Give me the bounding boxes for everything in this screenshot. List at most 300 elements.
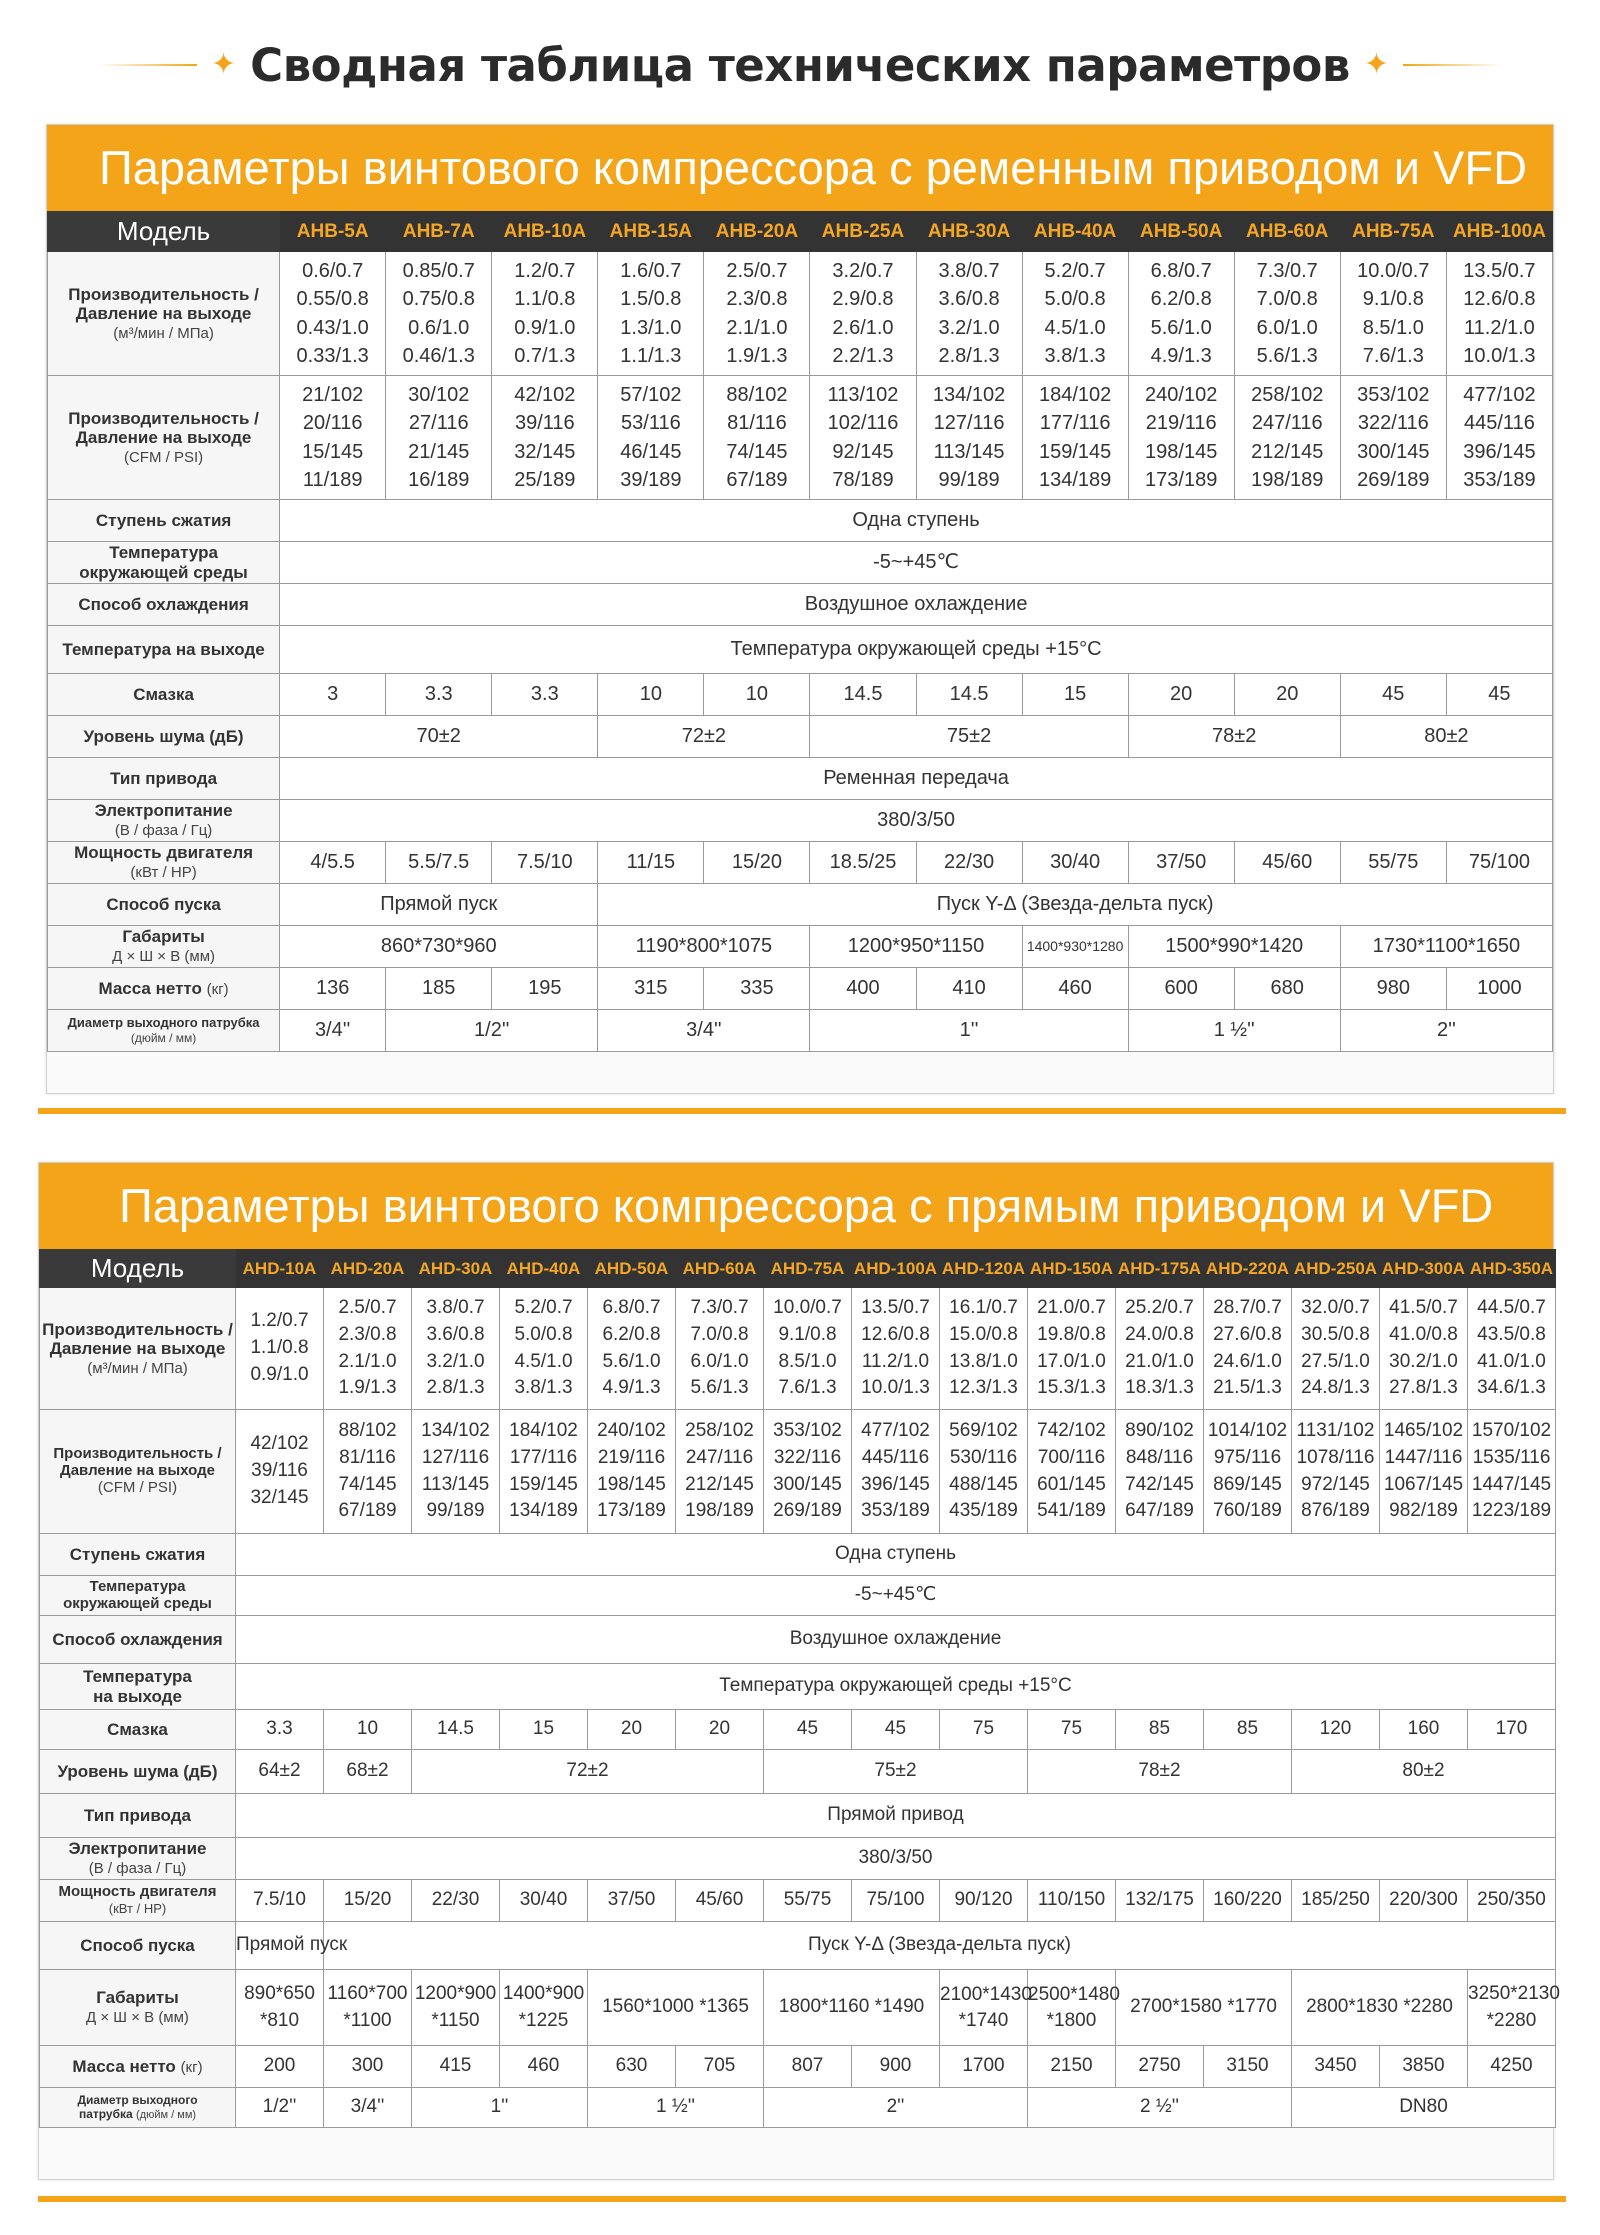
value-line: 32/145 <box>514 440 576 463</box>
mass-cell: 3150 <box>1204 2046 1292 2088</box>
value-line: 269/189 <box>773 1500 842 1522</box>
capacity-imperial-cell <box>676 1410 764 1534</box>
pipe-cell: 1'' <box>810 1010 1128 1052</box>
capacity-metric-row <box>40 1288 1556 1410</box>
mass-cell: 335 <box>704 968 810 1010</box>
value-line: 4.5/1.0 <box>1044 316 1106 339</box>
motor-cell: 22/30 <box>916 842 1022 884</box>
value-line: 134/102 <box>932 383 1006 406</box>
motor-cell: 55/75 <box>1340 842 1446 884</box>
row-label: Способ охлаждения <box>48 584 280 626</box>
capacity-metric-cell <box>1468 1288 1556 1410</box>
value-line: 74/145 <box>338 1473 397 1495</box>
value-line: 5.6/1.3 <box>690 1377 749 1399</box>
value-line: 1.9/1.3 <box>726 344 788 367</box>
direct-panel-banner: Параметры винтового компрессора с прямым приводом и VFD <box>39 1163 1553 1249</box>
value-line: 258/102 <box>685 1419 754 1441</box>
value-line: 42/102 <box>514 383 576 406</box>
row-label: Уровень шума (дБ) <box>48 716 280 758</box>
value-line: 10.0/0.7 <box>1357 259 1430 282</box>
model-name: AHD-75A <box>764 1250 852 1288</box>
dims-cell: 1730*1100*1650 <box>1340 926 1552 968</box>
capacity-metric-cell <box>386 252 492 376</box>
noise-cell: 70±2 <box>280 716 598 758</box>
capacity-metric-cell <box>916 252 1022 376</box>
value-line: 13.5/0.7 <box>861 1296 930 1318</box>
value-line: 5.6/1.0 <box>1150 316 1212 339</box>
dims-cell: 1200*950*1150 <box>810 926 1022 968</box>
value-line: 12.6/0.8 <box>861 1323 930 1345</box>
value-line: 0.9/1.0 <box>514 316 576 339</box>
value-line: 177/116 <box>509 1446 578 1468</box>
value-line: 445/116 <box>1464 412 1535 435</box>
model-name: AHB-5A <box>280 212 386 252</box>
value-line: 15/145 <box>302 440 364 463</box>
value-line: 1570/102 <box>1471 1419 1552 1441</box>
mass-cell: 900 <box>852 2046 940 2088</box>
value-line: 1078/116 <box>1296 1446 1375 1468</box>
value-line: 0.6/1.0 <box>408 316 470 339</box>
start-cell: Прямой пуск <box>236 1922 324 1970</box>
value-line: 2.5/0.7 <box>338 1296 397 1318</box>
model-name: AHD-220A <box>1204 1250 1292 1288</box>
lube-cell: 3.3 <box>492 674 598 716</box>
lube-cell: 160 <box>1380 1710 1468 1750</box>
motor-cell: 15/20 <box>324 1880 412 1922</box>
model-name: AHB-100A <box>1446 212 1552 252</box>
value-line: 34.6/1.3 <box>1477 1377 1546 1399</box>
power-value: 380/3/50 <box>280 800 1553 842</box>
value-line: 6.8/0.7 <box>602 1296 661 1318</box>
motor-cell: 30/40 <box>500 1880 588 1922</box>
value-line: 127/116 <box>933 412 1005 435</box>
model-name: AHB-7A <box>386 212 492 252</box>
capacity-imperial-cell <box>810 376 916 500</box>
mass-cell: 1700 <box>940 2046 1028 2088</box>
belt-drive-panel <box>46 124 1554 1094</box>
capacity-metric-row <box>48 252 1553 376</box>
value-line: 1535/116 <box>1472 1446 1551 1468</box>
model-name: AHD-60A <box>676 1250 764 1288</box>
value-line: 198/145 <box>1145 440 1218 463</box>
dims-cell: 1800*1160 *1490 <box>764 1970 940 2046</box>
capacity-imperial-cell <box>940 1410 1028 1534</box>
value-line: 1.2/0.7 <box>514 259 576 282</box>
capacity-metric-cell <box>1446 252 1552 376</box>
value-line: 445/116 <box>861 1446 930 1468</box>
value-line: 5.0/0.8 <box>1044 288 1106 311</box>
value-line: 219/116 <box>597 1446 666 1468</box>
value-line: 27.8/1.3 <box>1389 1377 1458 1399</box>
value-line: 21/102 <box>302 383 364 406</box>
value-line: 3.6/0.8 <box>426 1323 485 1345</box>
value-line: 21/145 <box>408 440 470 463</box>
mass-cell: 3850 <box>1380 2046 1468 2088</box>
value-line: 477/102 <box>1463 383 1536 406</box>
capacity-imperial-row <box>40 1410 1556 1534</box>
value-line: 198/189 <box>1251 468 1324 491</box>
value-line: 42/102 <box>250 1433 309 1455</box>
value-line: 0.43/1.0 <box>296 316 369 339</box>
row-label: Диаметр выходного патрубка (дюйм / мм) <box>48 1010 280 1052</box>
capacity-metric-cell <box>1022 252 1128 376</box>
panel-underline <box>38 1108 1566 1114</box>
value-line: 760/189 <box>1213 1500 1282 1522</box>
value-line: 647/189 <box>1125 1500 1194 1522</box>
start-cell: Прямой пуск <box>280 884 598 926</box>
value-line: 3.8/0.7 <box>938 259 1000 282</box>
stage-row <box>48 500 1553 542</box>
model-name: AHB-30A <box>916 212 1022 252</box>
noise-cell: 75±2 <box>810 716 1128 758</box>
belt-spec-table <box>47 211 1553 1052</box>
value-line: 12.6/0.8 <box>1463 288 1536 311</box>
value-line: 3.2/1.0 <box>426 1350 485 1372</box>
value-line: 601/145 <box>1037 1473 1106 1495</box>
value-line: 41.0/1.0 <box>1477 1350 1546 1372</box>
value-line: 2.3/0.8 <box>338 1323 397 1345</box>
pipe-cell: 1/2'' <box>236 2088 324 2128</box>
value-line: 30/102 <box>408 383 470 406</box>
value-line: 88/102 <box>726 383 788 406</box>
value-line: 10.0/1.3 <box>861 1377 930 1399</box>
model-name: AHB-20A <box>704 212 810 252</box>
motor-cell: 75/100 <box>852 1880 940 1922</box>
value-line: 240/102 <box>597 1419 666 1441</box>
value-line: 21.0/1.0 <box>1125 1350 1194 1372</box>
lube-cell: 10 <box>704 674 810 716</box>
model-name: AHD-350A <box>1468 1250 1556 1288</box>
mass-cell: 1000 <box>1446 968 1552 1010</box>
value-line: 6.2/0.8 <box>602 1323 661 1345</box>
value-line: 24.6/1.0 <box>1213 1350 1282 1372</box>
motor-cell: 18.5/25 <box>810 842 916 884</box>
value-line: 3.6/0.8 <box>938 288 1000 311</box>
value-line: 4.9/1.3 <box>1150 344 1212 367</box>
model-name: AHD-50A <box>588 1250 676 1288</box>
lube-cell: 45 <box>764 1710 852 1750</box>
value-line: 25.2/0.7 <box>1125 1296 1194 1318</box>
capacity-metric-cell <box>810 252 916 376</box>
value-line: 39/116 <box>514 412 575 435</box>
motor-cell: 132/175 <box>1116 1880 1204 1922</box>
page-title: Сводная таблица технических параметров <box>250 38 1350 92</box>
value-line: 247/116 <box>685 1446 754 1468</box>
value-line: 7.3/0.7 <box>690 1296 749 1318</box>
value-line: 569/102 <box>949 1419 1018 1441</box>
dims-cell: 1560*1000 *1365 <box>588 1970 764 2046</box>
model-name: AHB-60A <box>1234 212 1340 252</box>
value-line: 219/116 <box>1145 412 1217 435</box>
lube-cell: 20 <box>1234 674 1340 716</box>
start-row <box>48 884 1553 926</box>
capacity-metric-cell <box>1292 1288 1380 1410</box>
model-name: AHB-40A <box>1022 212 1128 252</box>
value-line: 6.8/0.7 <box>1150 259 1212 282</box>
capacity-imperial-cell <box>1128 376 1234 500</box>
lube-row <box>40 1710 1556 1750</box>
value-line: 32.0/0.7 <box>1301 1296 1370 1318</box>
value-line: 20/116 <box>302 412 363 435</box>
value-line: 21.5/1.3 <box>1213 1377 1282 1399</box>
model-label: Модель <box>40 1250 236 1288</box>
mass-cell: 315 <box>598 968 704 1010</box>
power-row <box>48 800 1553 842</box>
mass-cell: 630 <box>588 2046 676 2088</box>
value-line: 435/189 <box>949 1500 1018 1522</box>
value-line: 24.0/0.8 <box>1125 1323 1194 1345</box>
model-name: AHD-100A <box>852 1250 940 1288</box>
value-line: 3.8/0.7 <box>426 1296 485 1318</box>
capacity-metric-cell <box>940 1288 1028 1410</box>
value-line: 9.1/0.8 <box>778 1323 837 1345</box>
value-line: 1.1/0.8 <box>250 1337 309 1359</box>
value-line: 300/145 <box>773 1473 842 1495</box>
value-line: 0.75/0.8 <box>402 288 475 311</box>
lube-cell: 85 <box>1116 1710 1204 1750</box>
motor-cell: 5.5/7.5 <box>386 842 492 884</box>
lube-cell: 20 <box>588 1710 676 1750</box>
capacity-metric-cell <box>324 1288 412 1410</box>
row-label: Уровень шума (дБ) <box>40 1750 236 1794</box>
mass-cell: 3450 <box>1292 2046 1380 2088</box>
value-line: 92/145 <box>832 440 894 463</box>
mass-cell: 980 <box>1340 968 1446 1010</box>
motor-cell: 55/75 <box>764 1880 852 1922</box>
value-line: 99/189 <box>426 1500 485 1522</box>
dims-cell: 3250*2130 *2280 <box>1468 1970 1556 2046</box>
value-line: 1.3/1.0 <box>620 316 682 339</box>
page-header <box>0 30 1600 100</box>
model-name: AHD-30A <box>412 1250 500 1288</box>
value-line: 12.3/1.3 <box>949 1377 1018 1399</box>
value-line: 869/145 <box>1213 1473 1282 1495</box>
model-name: AHD-40A <box>500 1250 588 1288</box>
model-name: AHB-75A <box>1340 212 1446 252</box>
motor-cell: 22/30 <box>412 1880 500 1922</box>
dims-cell: 2800*1830 *2280 <box>1292 1970 1468 2046</box>
value-line: 17.0/1.0 <box>1037 1350 1106 1372</box>
noise-cell: 72±2 <box>412 1750 764 1794</box>
value-line: 134/102 <box>421 1419 490 1441</box>
motor-cell: 90/120 <box>940 1880 1028 1922</box>
star-icon: ✦ <box>1363 48 1389 81</box>
pipe-row <box>40 2088 1556 2128</box>
noise-cell: 72±2 <box>598 716 810 758</box>
dims-cell: 1200*900 *1150 <box>412 1970 500 2046</box>
power-value: 380/3/50 <box>236 1838 1556 1880</box>
model-name: AHD-250A <box>1292 1250 1380 1288</box>
value-line: 127/116 <box>421 1446 490 1468</box>
motor-cell: 75/100 <box>1446 842 1552 884</box>
row-label: Производительность / Давление на выходе (м³/мин / МПа) <box>40 1288 236 1410</box>
value-line: 67/189 <box>726 468 788 491</box>
value-line: 78/189 <box>832 468 894 491</box>
noise-cell: 64±2 <box>236 1750 324 1794</box>
value-line: 18.3/1.3 <box>1125 1377 1194 1399</box>
lube-cell: 45 <box>1340 674 1446 716</box>
row-label: Ступень сжатия <box>48 500 280 542</box>
value-line: 6.2/0.8 <box>1150 288 1212 311</box>
value-line: 7.0/0.8 <box>1256 288 1318 311</box>
value-line: 7.3/0.7 <box>1256 259 1318 282</box>
pipe-cell: 1/2'' <box>386 1010 598 1052</box>
capacity-imperial-cell <box>598 376 704 500</box>
dims-cell: 1400*900 *1225 <box>500 1970 588 2046</box>
lube-cell: 3 <box>280 674 386 716</box>
row-label: Температура окружающей среды <box>40 1576 236 1616</box>
motor-cell: 11/15 <box>598 842 704 884</box>
value-line: 113/145 <box>421 1473 490 1495</box>
capacity-imperial-row <box>48 376 1553 500</box>
lube-cell: 14.5 <box>412 1710 500 1750</box>
value-line: 353/189 <box>1463 468 1536 491</box>
value-line: 19.8/0.8 <box>1037 1323 1106 1345</box>
motor-cell: 4/5.5 <box>280 842 386 884</box>
value-line: 27/116 <box>408 412 469 435</box>
model-name: AHD-150A <box>1028 1250 1116 1288</box>
mass-cell: 680 <box>1234 968 1340 1010</box>
capacity-imperial-cell <box>1204 1410 1292 1534</box>
value-line: 28.7/0.7 <box>1213 1296 1282 1318</box>
noise-row <box>48 716 1553 758</box>
row-label: Электропитание (В / фаза / Гц) <box>40 1838 236 1880</box>
value-line: 300/145 <box>1357 440 1430 463</box>
value-line: 1.6/0.7 <box>620 259 682 282</box>
row-label: Температура на выходе <box>48 626 280 674</box>
capacity-imperial-cell <box>1446 376 1552 500</box>
value-line: 3.8/1.3 <box>514 1377 573 1399</box>
belt-panel-banner: Параметры винтового компрессора с ременным приводом и VFD <box>47 125 1553 211</box>
value-line: 9.1/0.8 <box>1362 288 1424 311</box>
value-line: 134/189 <box>1038 468 1112 491</box>
model-name: AHD-175A <box>1116 1250 1204 1288</box>
value-line: 27.5/1.0 <box>1301 1350 1370 1372</box>
pipe-cell: 2 ½'' <box>1028 2088 1292 2128</box>
ambient-value: -5~+45℃ <box>280 542 1553 584</box>
motor-row <box>48 842 1553 884</box>
value-line: 113/102 <box>827 383 899 406</box>
mass-cell: 400 <box>810 968 916 1010</box>
cooling-row <box>40 1616 1556 1664</box>
value-line: 2.8/1.3 <box>938 344 1000 367</box>
cooling-value: Воздушное охлаждение <box>236 1616 1556 1664</box>
capacity-metric-cell <box>236 1288 324 1410</box>
lube-cell: 15 <box>500 1710 588 1750</box>
dims-row <box>48 926 1553 968</box>
mass-cell: 200 <box>236 2046 324 2088</box>
mass-cell: 185 <box>386 968 492 1010</box>
mass-cell: 460 <box>1022 968 1128 1010</box>
outlet-temp-row <box>48 626 1553 674</box>
pipe-cell: DN80 <box>1292 2088 1556 2128</box>
mass-cell: 4250 <box>1468 2046 1556 2088</box>
value-line: 353/102 <box>773 1419 842 1441</box>
row-label: Производительность / Давление на выходе (CFM / PSI) <box>48 376 280 500</box>
row-label: Способ охлаждения <box>40 1616 236 1664</box>
value-line: 67/189 <box>338 1500 397 1522</box>
capacity-metric-cell <box>1028 1288 1116 1410</box>
value-line: 2.3/0.8 <box>726 288 788 311</box>
value-line: 99/189 <box>938 468 1000 491</box>
value-line: 15.3/1.3 <box>1037 1377 1106 1399</box>
motor-cell: 185/250 <box>1292 1880 1380 1922</box>
pipe-cell: 3/4'' <box>280 1010 386 1052</box>
value-line: 13.8/1.0 <box>949 1350 1018 1372</box>
value-line: 173/189 <box>597 1500 666 1522</box>
lube-cell: 45 <box>852 1710 940 1750</box>
lube-cell: 170 <box>1468 1710 1556 1750</box>
motor-cell: 45/60 <box>676 1880 764 1922</box>
capacity-imperial-cell <box>280 376 386 500</box>
value-line: 88/102 <box>338 1419 397 1441</box>
lube-cell: 3.3 <box>386 674 492 716</box>
row-label: Способ пуска <box>48 884 280 926</box>
lube-cell: 75 <box>940 1710 1028 1750</box>
start-cell: Пуск Y-Δ (Звезда-дельта пуск) <box>324 1922 1556 1970</box>
value-line: 1.9/1.3 <box>338 1377 397 1399</box>
value-line: 11/189 <box>302 468 363 491</box>
value-line: 2.6/1.0 <box>832 316 894 339</box>
value-line: 488/145 <box>949 1473 1018 1495</box>
value-line: 113/145 <box>933 440 1005 463</box>
value-line: 2.8/1.3 <box>426 1377 485 1399</box>
lube-cell: 3.3 <box>236 1710 324 1750</box>
dims-cell: 2700*1580 *1770 <box>1116 1970 1292 2046</box>
value-line: 396/145 <box>861 1473 930 1495</box>
capacity-imperial-cell <box>1234 376 1340 500</box>
value-line: 322/116 <box>773 1446 842 1468</box>
capacity-metric-cell <box>1204 1288 1292 1410</box>
dims-cell: 860*730*960 <box>280 926 598 968</box>
row-label: Мощность двигателя (кВт / HP) <box>40 1880 236 1922</box>
capacity-metric-cell <box>1380 1288 1468 1410</box>
lube-cell: 15 <box>1022 674 1128 716</box>
outlet-temp-row <box>40 1664 1556 1710</box>
value-line: 1223/189 <box>1471 1500 1552 1522</box>
value-line: 159/145 <box>509 1473 578 1495</box>
capacity-metric-cell <box>1340 252 1446 376</box>
value-line: 13.5/0.7 <box>1463 259 1536 282</box>
noise-cell: 80±2 <box>1340 716 1552 758</box>
capacity-metric-cell <box>852 1288 940 1410</box>
value-line: 1.5/0.8 <box>620 288 682 311</box>
row-label: Тип привода <box>48 758 280 800</box>
dims-cell: 1160*700 *1100 <box>324 1970 412 2046</box>
row-label: Смазка <box>40 1710 236 1750</box>
value-line: 0.33/1.3 <box>296 344 369 367</box>
model-name: AHB-50A <box>1128 212 1234 252</box>
value-line: 6.0/1.0 <box>690 1350 749 1372</box>
value-line: 177/116 <box>1039 412 1111 435</box>
lube-cell: 20 <box>1128 674 1234 716</box>
pipe-cell: 2'' <box>1340 1010 1552 1052</box>
value-line: 0.55/0.8 <box>296 288 369 311</box>
capacity-imperial-cell <box>1380 1410 1468 1534</box>
row-label: Мощность двигателя (кВт / HP) <box>48 842 280 884</box>
motor-cell: 7.5/10 <box>236 1880 324 1922</box>
value-line: 21.0/0.7 <box>1037 1296 1106 1318</box>
capacity-metric-cell <box>764 1288 852 1410</box>
drive-value: Прямой привод <box>236 1794 1556 1838</box>
capacity-metric-cell <box>1234 252 1340 376</box>
capacity-imperial-cell <box>1468 1410 1556 1534</box>
motor-cell: 45/60 <box>1234 842 1340 884</box>
capacity-metric-cell <box>412 1288 500 1410</box>
value-line: 742/145 <box>1125 1473 1194 1495</box>
drive-value: Ременная передача <box>280 758 1553 800</box>
value-line: 1014/102 <box>1207 1419 1288 1441</box>
